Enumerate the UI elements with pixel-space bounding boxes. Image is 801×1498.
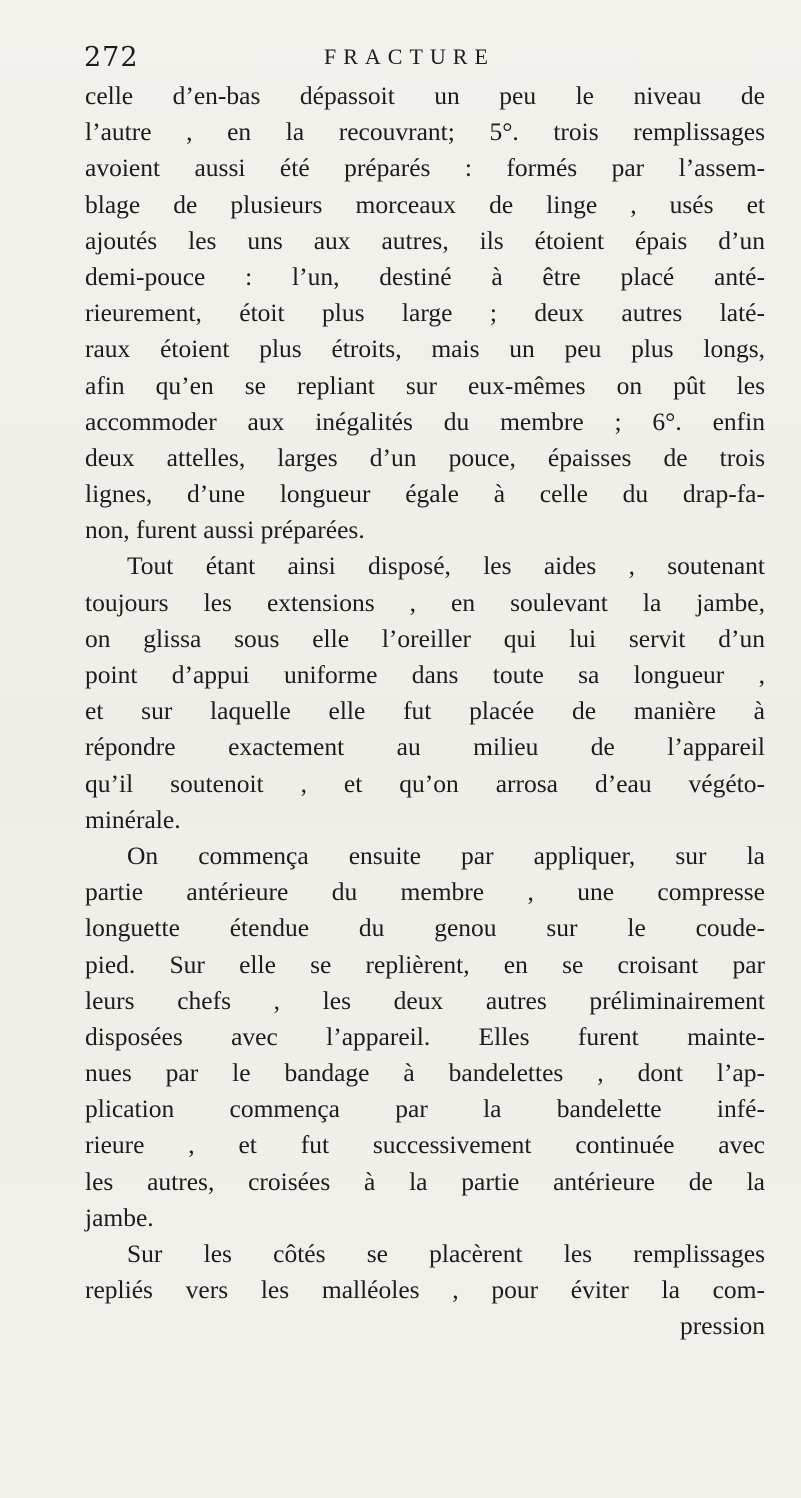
text-line: lignes, d’une longueur égale à celle du drap-fa-	[85, 479, 765, 509]
text-line: on glissa sous elle l’oreiller qui lui servit d’un	[85, 623, 765, 653]
text-line: point d’appui uniforme dans toute sa longueur ,	[85, 660, 765, 689]
page-number: 272	[84, 42, 139, 73]
paragraph-end-line: jambe.	[85, 1202, 154, 1232]
text-line: rieurement, étoit plus large ; deux autres laté-	[85, 298, 765, 328]
text-line: leurs chefs , les deux autres préliminairement	[85, 985, 765, 1015]
text-line: repliés vers les malléoles , pour éviter la com-	[85, 1275, 765, 1305]
text-line: deux attelles, larges d’un pouce, épaisses de trois	[85, 442, 765, 472]
paragraph-start-line: Sur les côtés se placèrent les remplissages	[127, 1239, 765, 1268]
text-line: avoient aussi été préparés : formés par l’assem-	[85, 153, 765, 183]
text-line: disposées avec l’appareil. Elles furent mainte-	[85, 1021, 765, 1051]
text-line: celle d’en-bas dépassoit un peu le niveau de	[85, 81, 765, 110]
text-line: nues par le bandage à bandelettes , dont l’ap-	[85, 1058, 765, 1088]
paragraph-start-line: On commença ensuite par appliquer, sur la	[127, 840, 765, 870]
text-line: l’autre , en la recouvrant; 5°. trois remplissages	[85, 117, 765, 147]
text-line: afin qu’en se repliant sur eux-mêmes on pût les	[85, 370, 765, 400]
text-line: plication commença par la bandelette infé-	[85, 1094, 765, 1124]
paragraph-end-line: non, furent aussi préparées.	[85, 515, 365, 545]
body-text	[85, 78, 765, 1345]
text-line: les autres, croisées à la partie antérieure de la	[85, 1166, 765, 1196]
text-line: accommoder aux inégalités du membre ; 6°. enfin	[85, 406, 765, 436]
paragraph-start-line: Tout étant ainsi disposé, les aides , soutenant	[127, 551, 765, 581]
text-line: toujours les extensions , en soulevant la jambe,	[85, 587, 765, 617]
text-line: répondre exactement au milieu de l’appareil	[85, 732, 765, 762]
text-line: raux étoient plus étroits, mais un peu plus longs,	[85, 334, 765, 364]
text-line: et sur laquelle elle fut placée de manière à	[85, 696, 765, 726]
paragraph-end-line: minérale.	[85, 804, 181, 834]
text-line: longuette étendue du genou sur le coude-	[85, 913, 765, 943]
text-line: qu’il soutenoit , et qu’on arrosa d’eau végéto-	[85, 768, 765, 798]
text-line: blage de plusieurs morceaux de linge , usés et	[85, 189, 765, 219]
running-head	[84, 42, 734, 72]
text-line: partie antérieure du membre , une compresse	[85, 877, 765, 907]
text-line: demi-pouce : l’un, destiné à être placé anté-	[85, 261, 765, 291]
text-line: ajoutés les uns aux autres, ils étoient épais d’un	[85, 225, 765, 255]
running-title: FRACTURE	[324, 44, 495, 69]
text-line: rieure , et fut successivement continuée avec	[85, 1130, 765, 1160]
catchword-line: pression	[680, 1311, 765, 1341]
text-line: pied. Sur elle se replièrent, en se croisant par	[85, 949, 765, 979]
